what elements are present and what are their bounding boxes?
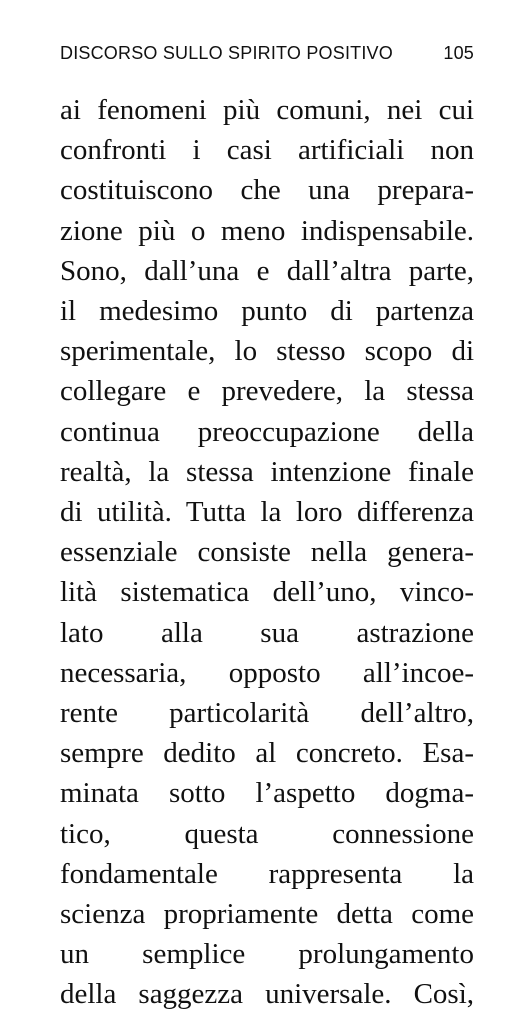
text-line: lato alla sua astrazione [60, 616, 474, 649]
text-line: realtà, la stessa intenzione finale [60, 455, 474, 488]
text-line: sempre dedito al concreto. Esa- [60, 737, 474, 770]
running-head [60, 40, 474, 66]
running-title: DISCORSO SULLO SPIRITO POSITIVO [60, 42, 393, 63]
text-line: minata sotto l’aspetto dogma- [60, 777, 474, 810]
text-line: della saggezza universale. Così, [60, 978, 474, 1011]
text-line: di utilità. Tutta la loro differenza [60, 496, 474, 529]
text-line: ai fenomeni più comuni, nei cui [60, 94, 474, 126]
text-line: fondamentale rappresenta la [60, 857, 474, 890]
text-line: un semplice prolungamento [60, 938, 474, 971]
text-line: Sono, dall’una e dall’altra parte, [60, 254, 474, 287]
text-line: essenziale consiste nella genera- [60, 536, 474, 569]
text-line: necessaria, opposto all’incoe- [60, 656, 474, 689]
text-line: continua preoccupazione della [60, 415, 474, 448]
page-number: 105 [443, 42, 474, 63]
text-line: rente particolarità dell’altro, [60, 697, 474, 730]
text-line: costituiscono che una prepara- [60, 174, 474, 207]
body-text [60, 90, 474, 1015]
text-line: collegare e prevedere, la stessa [60, 375, 474, 408]
text-line: zione più o meno indispensabile. [60, 214, 474, 247]
text-line: sperimentale, lo stesso scopo di [60, 335, 474, 368]
text-line: tico, questa connessione [60, 817, 474, 850]
text-line: scienza propriamente detta come [60, 898, 474, 931]
text-line: confronti i casi artificiali non [60, 134, 474, 167]
text-line: lità sistematica dell’uno, vinco- [60, 576, 474, 609]
text-line: il medesimo punto di partenza [60, 295, 474, 328]
